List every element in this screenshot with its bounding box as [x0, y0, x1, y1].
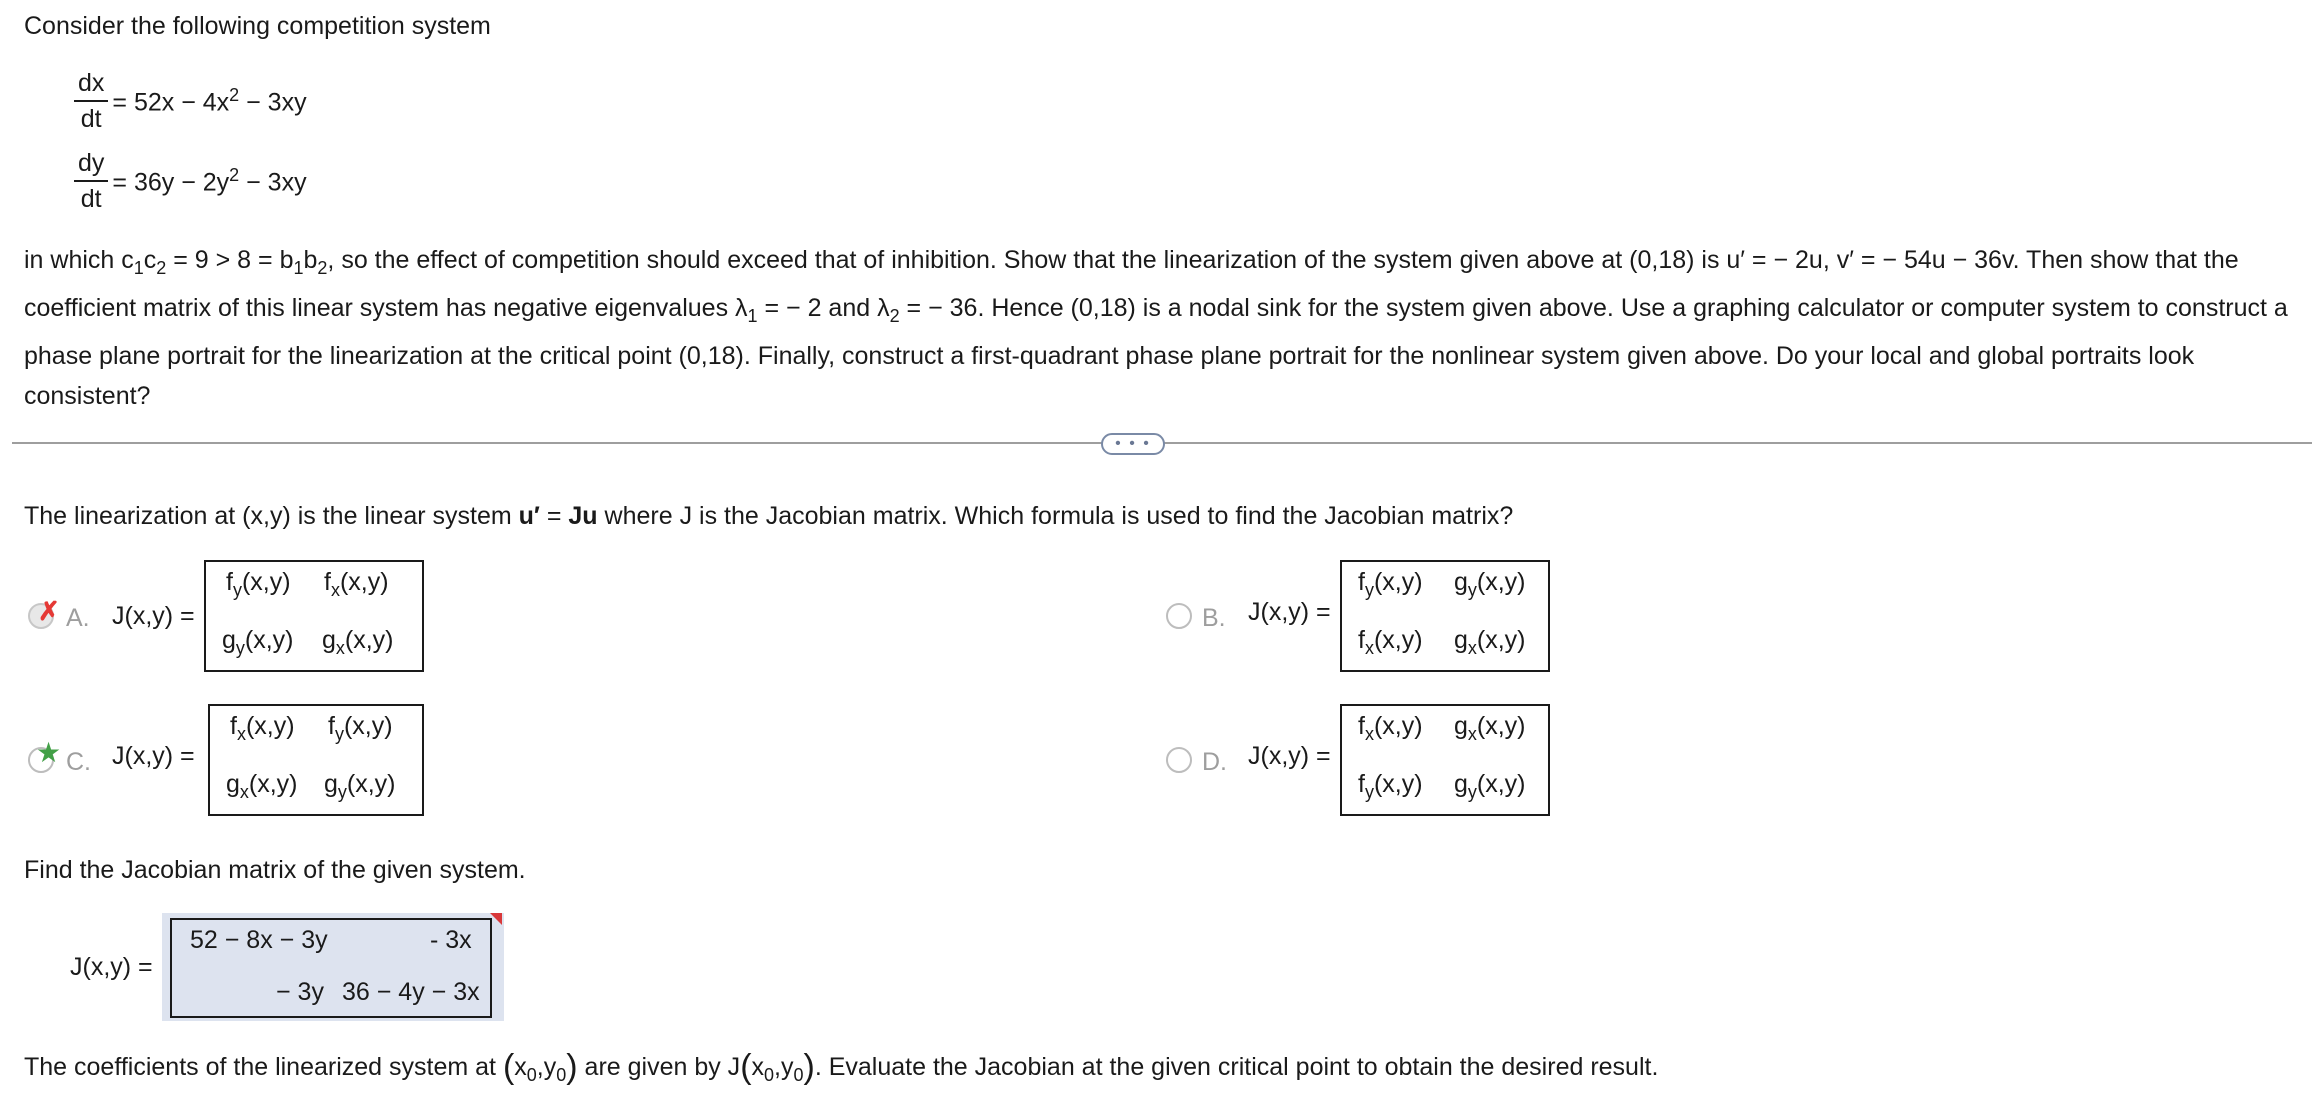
comma: ,: [774, 1053, 781, 1081]
para-text: , so the effect of competition should exceed that of inhibition. Show that the linearization of the system given above at (0,18) is u′ = − 2u, v′ = − 54u − 36v. Then show that the coefficient matrix of this linear system has negative eigenvalues λ: [24, 246, 2239, 322]
para-text: = 9 > 8 = b: [166, 246, 294, 274]
cell-args: (x,y): [339, 568, 389, 596]
rhs-text-2: − 3xy: [239, 88, 307, 117]
paren-open: (: [740, 1048, 752, 1086]
matrix-cell: [222, 626, 294, 659]
option-d[interactable]: [1160, 700, 1580, 820]
option-d-matrix: [1340, 704, 1550, 816]
question-jacobian-formula: [24, 502, 1513, 531]
cell-func: f: [226, 568, 233, 596]
cell-args: (x,y): [1476, 626, 1526, 654]
q1-bold: u′: [518, 502, 540, 530]
para-text: = − 36. Hence (0,18) is a nodal sink for the system given above. Use a graphing calculator or computer system to construct a phase plane portrait for the linearization at the critical point (0,18). Finally, construct a first-quadrant phase plane portrait for the nonlinear system given above. Do your local and global portraits look consistent?: [24, 294, 2288, 410]
option-c-matrix: [208, 704, 424, 816]
para-sub: 2: [317, 258, 328, 278]
matrix-cell: [1454, 626, 1526, 659]
y0: y: [543, 1053, 557, 1081]
matrix-cell: [1358, 568, 1423, 601]
cell-args: (x,y): [1373, 712, 1423, 740]
matrix-cell: [226, 568, 291, 601]
q1-text: where J is the Jacobian matrix. Which formula is used to find the Jacobian matrix?: [597, 502, 1514, 530]
option-b-radio[interactable]: [1166, 603, 1192, 629]
para-text: = − 2 and λ: [757, 294, 890, 322]
jacobian-lhs: J(x,y) =: [1248, 742, 1331, 770]
matrix-cell: [324, 568, 389, 601]
para-sub: 1: [293, 258, 304, 278]
matrix-cell: [1358, 712, 1423, 745]
cell-func: g: [226, 770, 240, 798]
matrix-cell: [1358, 770, 1423, 803]
cell-sub: x: [335, 638, 345, 658]
cell-sub: y: [1467, 580, 1477, 600]
correct-star-icon: ★: [36, 737, 62, 768]
answer-cell-11[interactable]: 52 − 8x − 3y: [190, 926, 328, 954]
cell-sub: x: [1364, 724, 1374, 744]
equation-rhs: [112, 85, 306, 117]
equation-dy: [74, 148, 307, 214]
cell-func: g: [322, 626, 336, 654]
para-text: in which c: [24, 246, 134, 274]
option-b[interactable]: [1160, 556, 1580, 676]
equation-dx: [74, 68, 307, 134]
para-sub: 1: [133, 258, 144, 278]
x0-sub: 0: [526, 1065, 537, 1085]
cell-sub: x: [1364, 638, 1374, 658]
option-letter: D.: [1202, 748, 1227, 776]
matrix-cell: [324, 770, 396, 803]
paren-open: (: [502, 1048, 515, 1086]
cell-args: (x,y): [1373, 770, 1423, 798]
fraction-dy-dt: [74, 148, 108, 214]
answer-cell-21[interactable]: − 3y: [276, 978, 324, 1006]
cell-sub: y: [337, 782, 347, 802]
denominator: dt: [80, 185, 102, 213]
x0-sub: 0: [764, 1065, 775, 1085]
cell-func: g: [1454, 568, 1468, 596]
y0: y: [780, 1053, 794, 1081]
matrix-cell: [328, 712, 393, 745]
x0: x: [514, 1053, 527, 1081]
option-b-matrix: [1340, 560, 1550, 672]
option-a-matrix: [204, 560, 424, 672]
q1-text: The linearization at (x,y) is the linear system: [24, 502, 519, 530]
cell-sub: x: [1467, 724, 1477, 744]
cell-sub: y: [1364, 580, 1374, 600]
cell-sub: x: [1467, 638, 1477, 658]
problem-paragraph: [24, 240, 2314, 416]
answer-matrix: [170, 918, 492, 1018]
para-sub: 1: [747, 306, 758, 326]
cell-args: (x,y): [1373, 568, 1423, 596]
wrong-mark-icon: ✗: [38, 596, 60, 626]
question-find-jacobian: Find the Jacobian matrix of the given system.: [24, 856, 526, 884]
option-letter: B.: [1202, 604, 1226, 632]
denominator: dt: [80, 105, 102, 133]
x0: x: [751, 1053, 765, 1081]
para-text: c: [143, 246, 157, 274]
para-text: b: [303, 246, 318, 274]
matrix-cell: [1358, 626, 1423, 659]
footer-instruction: [24, 1048, 1658, 1087]
rhs-text-2: − 3xy: [239, 168, 307, 197]
cell-args: (x,y): [248, 770, 298, 798]
rhs-text: = 52x − 4x: [112, 88, 230, 117]
matrix-cell: [1454, 712, 1526, 745]
matrix-cell: [322, 626, 394, 659]
cell-args: (x,y): [343, 712, 393, 740]
cell-sub: x: [330, 580, 340, 600]
matrix-cell: [230, 712, 295, 745]
cell-sub: x: [236, 724, 246, 744]
para-sub: 2: [889, 306, 900, 326]
jacobian-lhs: J(x,y) =: [70, 953, 153, 981]
numerator: dx: [74, 68, 108, 102]
answer-cell-22[interactable]: 36 − 4y − 3x: [342, 978, 480, 1006]
jacobian-lhs: J(x,y) =: [112, 602, 195, 630]
y0-sub: 0: [556, 1065, 567, 1085]
cell-args: (x,y): [1476, 712, 1526, 740]
cell-func: g: [1454, 712, 1468, 740]
cell-args: (x,y): [1373, 626, 1423, 654]
cell-sub: y: [334, 724, 344, 744]
jacobian-lhs: J(x,y) =: [1248, 598, 1331, 626]
rhs-exponent: 2: [229, 84, 240, 105]
cell-args: (x,y): [245, 712, 295, 740]
rhs-exponent: 2: [229, 164, 240, 185]
cell-func: f: [1358, 626, 1365, 654]
numerator: dy: [74, 148, 108, 182]
cell-func: g: [1454, 626, 1468, 654]
expand-more-button[interactable]: • • •: [1101, 433, 1165, 455]
cell-args: (x,y): [1476, 770, 1526, 798]
option-a[interactable]: [24, 556, 444, 676]
cell-func: f: [324, 568, 331, 596]
option-d-radio[interactable]: [1166, 747, 1192, 773]
cell-sub: y: [1467, 782, 1477, 802]
para-sub: 2: [156, 258, 167, 278]
footer-text: The coefficients of the linearized system at: [24, 1053, 503, 1081]
q1-text: =: [539, 502, 569, 530]
comma: ,: [536, 1053, 544, 1081]
fraction-dx-dt: [74, 68, 108, 134]
paren-close: ): [566, 1048, 578, 1086]
option-letter: C.: [66, 748, 91, 776]
cell-args: (x,y): [344, 626, 394, 654]
answer-cell-12[interactable]: - 3x: [430, 926, 472, 954]
matrix-cell: [226, 770, 298, 803]
problem-intro: Consider the following competition system: [24, 12, 491, 40]
cell-func: g: [1454, 770, 1468, 798]
footer-text: are given by J: [577, 1053, 741, 1081]
cell-func: f: [1358, 712, 1365, 740]
cell-sub: y: [232, 580, 242, 600]
equation-rhs: [112, 165, 306, 197]
option-c[interactable]: [24, 700, 444, 820]
cell-func: f: [1358, 770, 1365, 798]
q1-bold: Ju: [568, 502, 598, 530]
y0-sub: 0: [793, 1065, 804, 1085]
cell-args: (x,y): [244, 626, 294, 654]
cell-args: (x,y): [241, 568, 291, 596]
paren-close: ): [803, 1048, 815, 1086]
cell-args: (x,y): [346, 770, 396, 798]
cell-sub: y: [1364, 782, 1374, 802]
rhs-text: = 36y − 2y: [112, 168, 230, 197]
cell-func: f: [230, 712, 237, 740]
cell-func: f: [1358, 568, 1365, 596]
jacobian-lhs: J(x,y) =: [112, 742, 195, 770]
cell-sub: x: [239, 782, 249, 802]
matrix-cell: [1454, 770, 1526, 803]
option-letter: A.: [66, 604, 90, 632]
cell-func: f: [328, 712, 335, 740]
cell-func: g: [324, 770, 338, 798]
cell-args: (x,y): [1476, 568, 1526, 596]
cell-sub: y: [235, 638, 245, 658]
cell-func: g: [222, 626, 236, 654]
matrix-cell: [1454, 568, 1526, 601]
footer-text: . Evaluate the Jacobian at the given critical point to obtain the desired result.: [814, 1053, 1659, 1081]
